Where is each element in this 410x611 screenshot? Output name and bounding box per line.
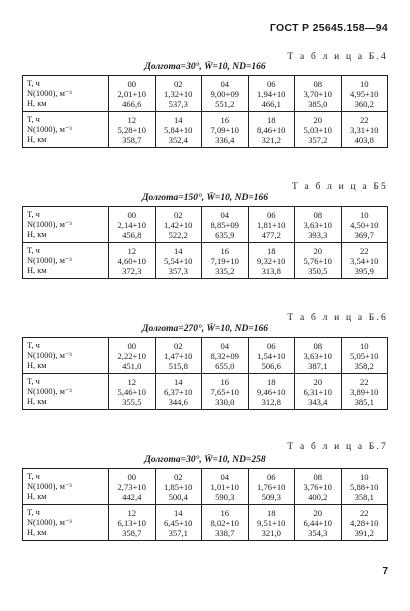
density-value: 1,76+10 [257,482,286,492]
density-value: 1,54+10 [257,351,286,361]
density-value: 3,63+10 [303,220,332,230]
row-label: N(1000), м⁻³ [27,125,72,134]
density-value: 4,28+10 [350,518,379,528]
density-value: 3,63+10 [303,351,332,361]
hour-value: 14 [173,246,183,256]
table-title: Долгота=30°, W̄=10, ND=258 [144,455,266,465]
density-value: 6,45+10 [164,518,193,528]
table-cell [202,374,249,410]
hour-value: 02 [173,472,183,482]
table-cell [248,505,295,541]
density-value: 8,02+10 [210,518,239,528]
hour-value: 04 [220,472,230,482]
height-value: 515,8 [168,361,188,371]
hour-value: 08 [313,341,323,351]
table-cell [202,505,249,541]
row-label: H, км [27,266,47,275]
table-cell [109,469,156,505]
row-label: N(1000), м⁻³ [27,387,72,396]
table-title: Долгота=30°, W̄=10, ND=166 [144,62,266,72]
density-value: 4,95+10 [350,89,379,99]
density-value: 5,88+10 [350,482,379,492]
height-value: 350,5 [308,266,328,276]
hour-value: 22 [359,115,369,125]
height-value: 655,0 [215,361,235,371]
table-cell [295,207,342,243]
table-cell [248,76,295,112]
height-value: 358,7 [122,528,142,538]
height-value: 451,0 [122,361,142,371]
table-row [23,207,388,243]
density-value: 2,73+10 [117,482,146,492]
table-cell [109,243,156,279]
hour-value: 18 [266,246,276,256]
row-label: H, км [27,361,47,370]
row-label: H, км [27,230,47,239]
height-value: 358,2 [354,361,374,371]
hour-value: 00 [127,472,137,482]
table-title: Долгота=150°, W̄=10, ND=166 [142,193,268,203]
height-value: 635,9 [215,230,235,240]
table-cell [295,505,342,541]
height-value: 343,4 [308,397,328,407]
table-cell [155,243,202,279]
height-value: 395,9 [354,266,374,276]
row-labels-cell [23,243,109,279]
height-value: 477,2 [261,230,281,240]
row-label: H, км [27,135,47,144]
row-label: T, ч [27,246,40,255]
height-value: 442,4 [122,492,142,502]
height-value: 387,1 [308,361,328,371]
height-value: 358,7 [122,135,142,145]
row-label: T, ч [27,79,40,88]
density-value: 5,84+10 [164,125,193,135]
table-cell [341,243,388,279]
height-value: 357,3 [168,266,188,276]
hour-value: 20 [313,508,323,518]
hour-value: 16 [220,115,230,125]
hour-value: 08 [313,210,323,220]
density-value: 6,13+10 [117,518,146,528]
table-cell [155,76,202,112]
table-row [23,243,388,279]
row-label: N(1000), м⁻³ [27,351,72,360]
table-cell [341,374,388,410]
row-label: N(1000), м⁻³ [27,518,72,527]
hour-value: 02 [173,79,183,89]
hour-value: 08 [313,472,323,482]
density-value: 5,76+10 [303,256,332,266]
density-value: 9,46+10 [257,387,286,397]
table-row [23,112,388,148]
height-value: 385,0 [308,99,328,109]
row-labels-cell [23,112,109,148]
hour-value: 08 [313,79,323,89]
density-value: 5,54+10 [164,256,193,266]
height-value: 358,1 [354,492,374,502]
height-value: 391,2 [354,528,374,538]
table-cell [109,374,156,410]
hour-value: 00 [127,210,137,220]
height-value: 500,4 [168,492,188,502]
row-label: H, км [27,397,47,406]
table-cell [109,338,156,374]
data-table [22,206,388,279]
hour-value: 22 [359,246,369,256]
hour-value: 02 [173,341,183,351]
height-value: 330,0 [215,397,235,407]
table-label: Т а б л и ц а Б.6 [287,313,388,323]
table-cell [202,469,249,505]
height-value: 522,2 [168,230,188,240]
height-value: 372,3 [122,266,142,276]
density-value: 3,70+10 [303,89,332,99]
row-label: N(1000), м⁻³ [27,220,72,229]
density-value: 6,37+10 [164,387,193,397]
height-value: 551,2 [215,99,235,109]
density-value: 8,32+09 [210,351,239,361]
density-value: 9,00+09 [210,89,239,99]
row-labels-cell [23,374,109,410]
table-row [23,374,388,410]
hour-value: 12 [127,115,137,125]
row-label: N(1000), м⁻³ [27,256,72,265]
height-value: 312,8 [261,397,281,407]
table-cell [295,374,342,410]
density-value: 3,54+10 [350,256,379,266]
density-value: 2,01+10 [117,89,146,99]
hour-value: 06 [266,210,276,220]
row-labels-cell [23,338,109,374]
height-value: 369,7 [354,230,374,240]
density-value: 8,46+10 [257,125,286,135]
table-cell [109,505,156,541]
table-row [23,76,388,112]
density-value: 1,32+10 [164,89,193,99]
hour-value: 10 [359,210,369,220]
hour-value: 12 [127,246,137,256]
table-row [23,505,388,541]
hour-value: 06 [266,472,276,482]
table-cell [109,76,156,112]
table-cell [295,112,342,148]
density-value: 2,22+10 [117,351,146,361]
row-labels-cell [23,207,109,243]
hour-value: 14 [173,377,183,387]
hour-value: 06 [266,341,276,351]
hour-value: 14 [173,115,183,125]
row-label: H, км [27,99,47,108]
row-label: T, ч [27,472,40,481]
row-label: H, км [27,528,47,537]
hour-value: 04 [220,79,230,89]
hour-value: 06 [266,79,276,89]
height-value: 321,0 [261,528,281,538]
density-value: 5,46+10 [117,387,146,397]
density-value: 7,09+10 [210,125,239,135]
height-value: 456,8 [122,230,142,240]
height-value: 313,8 [261,266,281,276]
table-label: Т а б л и ц а Б.4 [287,52,388,62]
hour-value: 18 [266,508,276,518]
hour-value: 04 [220,210,230,220]
height-value: 466,1 [261,99,281,109]
density-value: 3,31+10 [350,125,379,135]
table-cell [202,243,249,279]
height-value: 509,3 [261,492,281,502]
height-value: 335,2 [215,266,235,276]
height-value: 400,2 [308,492,328,502]
density-value: 8,85+09 [210,220,239,230]
table-cell [202,338,249,374]
hour-value: 20 [313,246,323,256]
document-header: ГОСТ Р 25645.158—94 [269,22,388,34]
hour-value: 16 [220,508,230,518]
hour-value: 12 [127,377,137,387]
density-value: 5,28+10 [117,125,146,135]
data-table [22,75,388,148]
hour-value: 16 [220,377,230,387]
table-cell [155,207,202,243]
density-value: 9,51+10 [257,518,286,528]
density-value: 5,03+10 [303,125,332,135]
table-cell [295,243,342,279]
table-cell [248,469,295,505]
height-value: 537,3 [168,99,188,109]
table-cell [341,469,388,505]
density-value: 1,42+10 [164,220,193,230]
table-cell [109,112,156,148]
hour-value: 14 [173,508,183,518]
hour-value: 20 [313,377,323,387]
row-label: T, ч [27,210,40,219]
hour-value: 10 [359,472,369,482]
height-value: 336,4 [215,135,235,145]
density-value: 2,14+10 [117,220,146,230]
density-value: 6,31+10 [303,387,332,397]
density-value: 9,32+10 [257,256,286,266]
table-cell [341,338,388,374]
table-title: Долгота=270°, W̄=10, ND=166 [142,324,268,334]
height-value: 466,6 [122,99,142,109]
density-value: 6,44+10 [303,518,332,528]
hour-value: 22 [359,377,369,387]
row-label: T, ч [27,377,40,386]
density-value: 1,85+10 [164,482,193,492]
row-label: H, км [27,492,47,501]
table-label: Т а б л и ц а Б5 [291,182,388,192]
row-label: T, ч [27,115,40,124]
height-value: 354,3 [308,528,328,538]
height-value: 344,6 [168,397,188,407]
hour-value: 10 [359,341,369,351]
hour-value: 18 [266,115,276,125]
page-number: 7 [382,566,388,577]
density-value: 4,60+10 [117,256,146,266]
hour-value: 04 [220,341,230,351]
height-value: 338,7 [215,528,235,538]
height-value: 357,1 [168,528,188,538]
height-value: 506,6 [261,361,281,371]
data-table [22,468,388,541]
table-cell [341,76,388,112]
density-value: 5,05+10 [350,351,379,361]
height-value: 357,2 [308,135,328,145]
hour-value: 02 [173,210,183,220]
table-cell [341,112,388,148]
hour-value: 16 [220,246,230,256]
table-cell [295,469,342,505]
table-cell [155,112,202,148]
height-value: 360,2 [354,99,374,109]
height-value: 385,1 [354,397,374,407]
table-label: Т а б л и ц а Б.7 [287,442,388,452]
hour-value: 00 [127,79,137,89]
hour-value: 22 [359,508,369,518]
row-label: N(1000), м⁻³ [27,89,72,98]
table-cell [155,469,202,505]
table-row [23,469,388,505]
table-cell [155,505,202,541]
hour-value: 18 [266,377,276,387]
row-labels-cell [23,469,109,505]
density-value: 1,81+10 [257,220,286,230]
density-value: 7,19+10 [210,256,239,266]
table-cell [248,207,295,243]
table-cell [202,207,249,243]
table-cell [202,112,249,148]
table-cell [248,338,295,374]
height-value: 403,8 [354,135,374,145]
row-label: T, ч [27,508,40,517]
height-value: 355,5 [122,397,142,407]
row-labels-cell [23,76,109,112]
density-value: 3,76+10 [303,482,332,492]
table-cell [155,338,202,374]
table-cell [341,207,388,243]
hour-value: 10 [359,79,369,89]
density-value: 7,65+10 [210,387,239,397]
height-value: 393,3 [308,230,328,240]
height-value: 590,3 [215,492,235,502]
density-value: 1,01+10 [210,482,239,492]
density-value: 1,94+10 [257,89,286,99]
table-row [23,338,388,374]
row-label: T, ч [27,341,40,350]
table-cell [295,338,342,374]
table-cell [155,374,202,410]
row-label: N(1000), м⁻³ [27,482,72,491]
hour-value: 20 [313,115,323,125]
data-table [22,337,388,410]
height-value: 321,2 [261,135,281,145]
table-cell [109,207,156,243]
table-cell [248,112,295,148]
table-cell [295,76,342,112]
density-value: 3,89+10 [350,387,379,397]
row-labels-cell [23,505,109,541]
table-cell [341,505,388,541]
hour-value: 00 [127,341,137,351]
density-value: 1,47+10 [164,351,193,361]
table-cell [202,76,249,112]
table-cell [248,374,295,410]
table-cell [248,243,295,279]
hour-value: 12 [127,508,137,518]
density-value: 4,50+10 [350,220,379,230]
height-value: 352,4 [168,135,188,145]
